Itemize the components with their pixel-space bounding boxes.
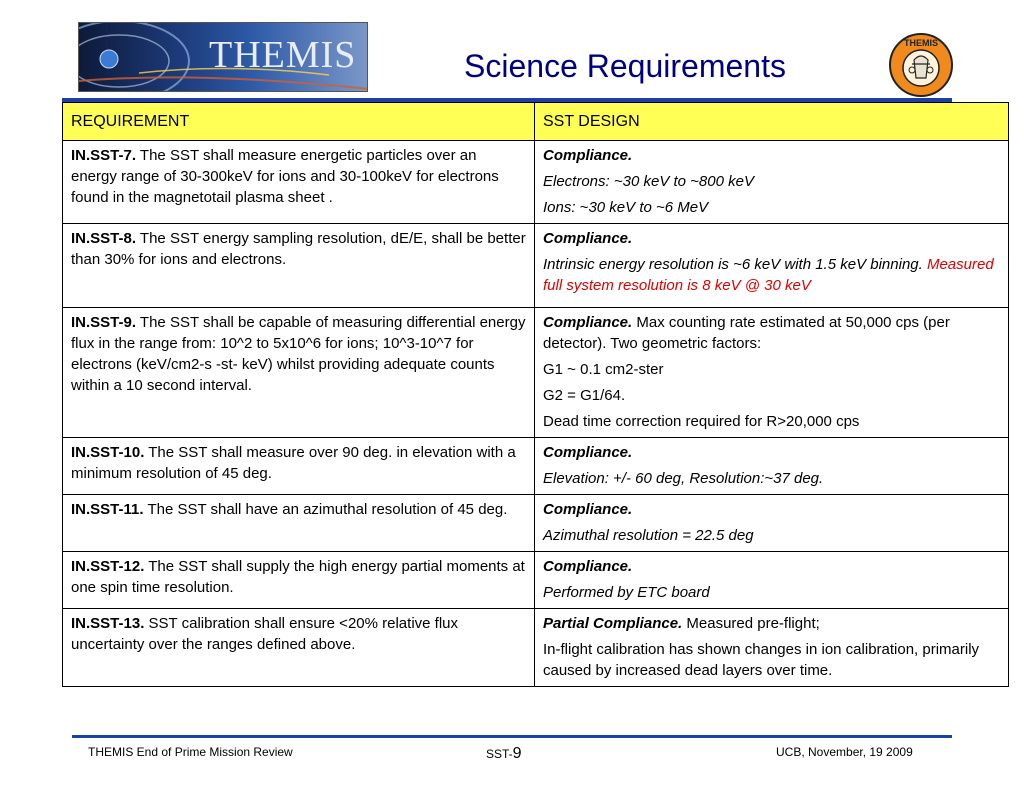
footer-rule <box>72 735 952 738</box>
column-header-requirement: REQUIREMENT <box>63 103 535 141</box>
design-line: Dead time correction required for R>20,000 cps <box>543 413 860 430</box>
design-line: G1 ~ 0.1 cm2-ster <box>543 361 664 378</box>
themis-logo-banner <box>78 22 368 92</box>
design-cell <box>535 438 1009 495</box>
badge-text: THEMIS <box>903 38 939 48</box>
requirement-id: IN.SST-7. <box>71 147 137 164</box>
design-cell <box>535 609 1009 687</box>
design-cell <box>535 224 1009 308</box>
table-row <box>63 552 1009 609</box>
requirement-text: The SST shall supply the high energy partial moments at one spin time resolution. <box>71 558 525 596</box>
requirement-text: The SST shall measure over 90 deg. in elevation with a minimum resolution of 45 deg. <box>71 444 516 482</box>
footer-date: UCB, November, 19 2009 <box>776 745 913 759</box>
requirement-cell <box>63 141 535 224</box>
requirement-cell <box>63 609 535 687</box>
measured-resolution-note: Measured full system resolution is 8 keV @ 30 keV <box>543 256 994 294</box>
requirement-id: IN.SST-9. <box>71 314 137 331</box>
requirement-text: SST calibration shall ensure <20% relative flux uncertainty over the ranges defined above. <box>71 615 458 653</box>
column-header-sst-design: SST DESIGN <box>535 103 1009 141</box>
compliance-status: Compliance. <box>543 314 633 331</box>
design-cell <box>535 308 1009 438</box>
table-header-row <box>63 103 1009 141</box>
requirement-id: IN.SST-10. <box>71 444 145 461</box>
design-line: Elevation: +/- 60 deg, Resolution:~37 deg. <box>543 470 824 487</box>
requirement-id: IN.SST-11. <box>71 501 144 518</box>
table-row <box>63 224 1009 308</box>
requirement-id: IN.SST-8. <box>71 230 137 247</box>
compliance-status: Compliance. <box>543 444 633 461</box>
themis-mission-badge-icon <box>888 32 954 98</box>
design-line: Ions: ~30 keV to ~6 MeV <box>543 199 709 216</box>
requirement-text: The SST shall be capable of measuring differential energy flux in the range from: 10^2 to 5x10^6 for ions; 10^3-10^7 for electrons (keV/cm2-s -st- keV) whilst providing adequate counts within a 10 second interval. <box>71 314 526 394</box>
design-line: G2 = G1/64. <box>543 387 626 404</box>
design-lead-text: Max counting rate estimated at 50,000 cps (per detector). Two geometric factors: <box>543 314 950 352</box>
design-cell <box>535 495 1009 552</box>
design-line: Azimuthal resolution = 22.5 deg <box>543 527 754 544</box>
requirement-cell <box>63 438 535 495</box>
table-row <box>63 609 1009 687</box>
compliance-status: Compliance. <box>543 558 633 575</box>
requirement-text: The SST shall have an azimuthal resolution of 45 deg. <box>143 501 508 518</box>
design-cell <box>535 141 1009 224</box>
design-line: In-flight calibration has shown changes in ion calibration, primarily caused by increased dead layers over time. <box>543 641 980 679</box>
design-cell <box>535 552 1009 609</box>
design-line: Electrons: ~30 keV to ~800 keV <box>543 173 754 190</box>
footer-page-number <box>486 745 522 763</box>
footer-event: THEMIS End of Prime Mission Review <box>88 745 293 759</box>
table-row <box>63 495 1009 552</box>
compliance-status: Compliance. <box>543 230 633 247</box>
table-row <box>63 308 1009 438</box>
requirement-text: The SST shall measure energetic particles over an energy range of 30-300keV for ions and 30-100keV for electrons found in the magnetotail plasma sheet . <box>71 147 499 206</box>
requirement-cell <box>63 552 535 609</box>
logo-text: THEMIS <box>209 34 357 76</box>
table-row <box>63 438 1009 495</box>
requirement-text: The SST energy sampling resolution, dE/E, shall be better than 30% for ions and electrons. <box>71 230 526 268</box>
requirement-id: IN.SST-12. <box>71 558 145 575</box>
page-title: Science Requirements <box>464 48 786 84</box>
footer-page-prefix: SST- <box>486 747 513 761</box>
footer-page-digit: 9 <box>512 745 522 762</box>
compliance-status: Compliance. <box>543 147 633 164</box>
requirements-table <box>62 102 1009 687</box>
design-line: Intrinsic energy resolution is ~6 keV with 1.5 keV binning. <box>543 256 927 273</box>
table-row <box>63 141 1009 224</box>
design-lead-text: Measured pre-flight; <box>682 615 820 632</box>
design-line: Performed by ETC board <box>543 584 710 601</box>
requirement-cell <box>63 224 535 308</box>
compliance-status: Compliance. <box>543 501 633 518</box>
requirement-cell <box>63 495 535 552</box>
requirement-cell <box>63 308 535 438</box>
compliance-status: Partial Compliance. <box>543 615 683 632</box>
requirement-id: IN.SST-13. <box>71 615 145 632</box>
